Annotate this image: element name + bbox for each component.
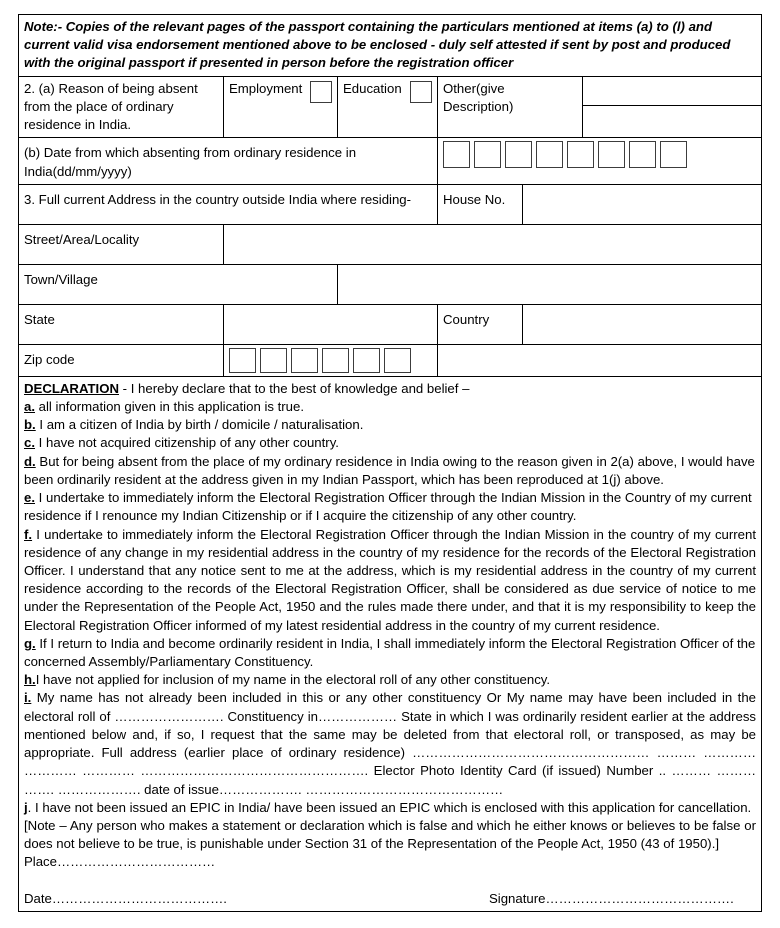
zip-label: Zip code <box>19 344 224 376</box>
education-checkbox[interactable] <box>410 81 432 103</box>
zip-box[interactable] <box>384 348 411 373</box>
address-heading-row <box>19 184 762 224</box>
item-text: My name has not already been included in this or any other constituency Or My name may have been included in the electoral roll of ……………………. Constituency in……………… State in which I was ordinarily resident earlier at the address mentioned below and, if so, I request that the same may be deleted from that electoral roll, or transposed, as may be appropriate. Full address (earlier place of ordinary residence) ……………………………………………… ……… ………… ………… ………… ……………………………………………. Elector Photo Identity Card (if issued) Number .. ……… ……… ……. ………………. date of issue………………. ……………………………………… <box>24 690 757 797</box>
zip-box[interactable] <box>260 348 287 373</box>
item-marker: a. <box>24 398 35 414</box>
note-text: Note:- Copies of the relevant pages of the passport containing the particulars mentioned at items (a) to (l) and current valid visa endorsement mentioned above to be enclosed - duly self attested if sent by post and produced with the original passport if presented in person before the registration officer <box>19 15 762 77</box>
item-text: . I have not been issued an EPIC in India/ have been issued an EPIC which is enclosed with this application for cancellation. <box>27 799 752 815</box>
other-description-label: Other(give Description) <box>438 76 583 138</box>
country-input[interactable] <box>523 304 762 344</box>
date-box[interactable] <box>505 141 532 168</box>
reason-label: 2. (a) Reason of being absent from the place of ordinary residence in India. <box>19 76 224 138</box>
date-box[interactable] <box>598 141 625 168</box>
absent-date-row <box>19 138 762 184</box>
item-marker: i. <box>24 690 32 706</box>
date-line[interactable]: Date…………………………………. <box>24 890 227 906</box>
item-text: I undertake to immediately inform the Electoral Registration Officer through the Indian Mission in the Country of my current residence if I renounce my Indian Citizenship or if I acquire the citizenship of any other country. <box>24 490 752 524</box>
town-input[interactable] <box>338 264 762 304</box>
item-marker: c. <box>24 435 35 451</box>
declaration-item <box>24 416 756 434</box>
zip-box[interactable] <box>353 348 380 373</box>
declaration-heading: DECLARATION <box>24 380 119 396</box>
declaration-item <box>24 398 756 416</box>
country-label: Country <box>438 304 523 344</box>
declaration-item <box>24 453 756 489</box>
item-text: all information given in this application is true. <box>35 398 305 414</box>
date-box[interactable] <box>660 141 687 168</box>
absent-date-boxes[interactable] <box>438 138 762 184</box>
item-text: But for being absent from the place of my ordinary residence in India owing to the reason given in 2(a) above, I would have been ordinarily resident at the address given in my Indian Passport, which has been reproduced at 1(j) above. <box>24 453 755 487</box>
declaration-item <box>24 689 756 798</box>
item-marker: d. <box>24 453 36 469</box>
house-no-input[interactable] <box>523 184 762 224</box>
declaration-item <box>24 489 756 525</box>
house-no-label: House No. <box>438 184 523 224</box>
employment-label: Employment <box>229 80 303 96</box>
other-description-fields <box>583 76 762 138</box>
education-label: Education <box>343 80 402 96</box>
state-label: State <box>19 304 224 344</box>
note-row <box>19 15 762 77</box>
absent-date-label: (b) Date from which absenting from ordinary residence in India(dd/mm/yyyy) <box>19 138 438 184</box>
date-box[interactable] <box>567 141 594 168</box>
zip-boxes[interactable] <box>224 344 438 376</box>
employment-checkbox[interactable] <box>310 81 332 103</box>
zip-box[interactable] <box>229 348 256 373</box>
declaration-item <box>24 671 756 689</box>
declaration-item <box>24 799 756 817</box>
town-row <box>19 264 762 304</box>
item-text: I am a citizen of India by birth / domicile / naturalisation. <box>35 417 364 433</box>
state-input[interactable] <box>224 304 438 344</box>
other-description-input-line-2[interactable] <box>583 105 761 134</box>
item-text: If I return to India and become ordinarily resident in India, I shall immediately inform the Electoral Registration Officer of the concerned Assembly/Parliamentary Constituency. <box>24 635 756 670</box>
state-country-row <box>19 304 762 344</box>
declaration-block <box>19 376 762 911</box>
date-box[interactable] <box>629 141 656 168</box>
item-text: I undertake to immediately inform the Electoral Registration Officer through the Indian Mission in the country of my current residence of any change in my residential address in the country of my residence for the records of the Electoral Registration Officer. I understand that any notice sent to me at the address, which is my residential address in the country of my current residence according to the records of the Electoral Registration Officer, shall be considered as due service of notice to me under the Representation of the People Act, 1950 and the rules made there under, and that it is my responsibility to keep the Electoral Registration Officer informed of my latest residential address in the country of my current residence. <box>24 526 757 633</box>
street-label: Street/Area/Locality <box>19 224 224 264</box>
street-input[interactable] <box>224 224 762 264</box>
date-box[interactable] <box>443 141 470 168</box>
item-marker: e. <box>24 490 35 506</box>
other-description-input-line-1[interactable] <box>583 77 761 106</box>
declaration-row <box>19 376 762 911</box>
zip-row <box>19 344 762 376</box>
item-marker: g. <box>24 635 36 651</box>
declaration-note: [Note – Any person who makes a statement or declaration which is false and which he either knows or believes to be false or does not believe to be true, is punishable under Section 31 of the Representation of the People Act, 1950 (43 of 1950).] <box>24 818 757 852</box>
signature-line[interactable]: Signature……………………………………. <box>489 890 734 906</box>
zip-box-group <box>229 348 432 373</box>
date-box[interactable] <box>474 141 501 168</box>
zip-row-blank <box>438 344 762 376</box>
declaration-item <box>24 635 756 671</box>
date-box[interactable] <box>536 141 563 168</box>
item-text: I have not acquired citizenship of any other country. <box>35 435 339 451</box>
place-line[interactable]: Place……………………………… <box>24 854 216 870</box>
education-option[interactable] <box>338 76 438 138</box>
street-row <box>19 224 762 264</box>
declaration-heading-rest: - I hereby declare that to the best of knowledge and belief – <box>119 380 470 396</box>
address-heading: 3. Full current Address in the country outside India where residing- <box>19 184 438 224</box>
voter-form-table <box>18 14 762 912</box>
date-signature-line <box>24 890 756 908</box>
employment-option[interactable] <box>224 76 338 138</box>
declaration-item <box>24 434 756 452</box>
item-marker: h. <box>24 672 36 688</box>
item-marker: f. <box>24 526 33 542</box>
zip-box[interactable] <box>322 348 349 373</box>
zip-box[interactable] <box>291 348 318 373</box>
reason-row <box>19 76 762 138</box>
declaration-heading-line <box>24 380 756 398</box>
item-marker: j <box>24 799 28 815</box>
item-text: I have not applied for inclusion of my name in the electoral roll of any other constituency. <box>35 672 551 688</box>
town-label: Town/Village <box>19 264 338 304</box>
declaration-item <box>24 526 756 635</box>
item-marker: b. <box>24 417 36 433</box>
absent-date-box-group <box>443 141 756 168</box>
